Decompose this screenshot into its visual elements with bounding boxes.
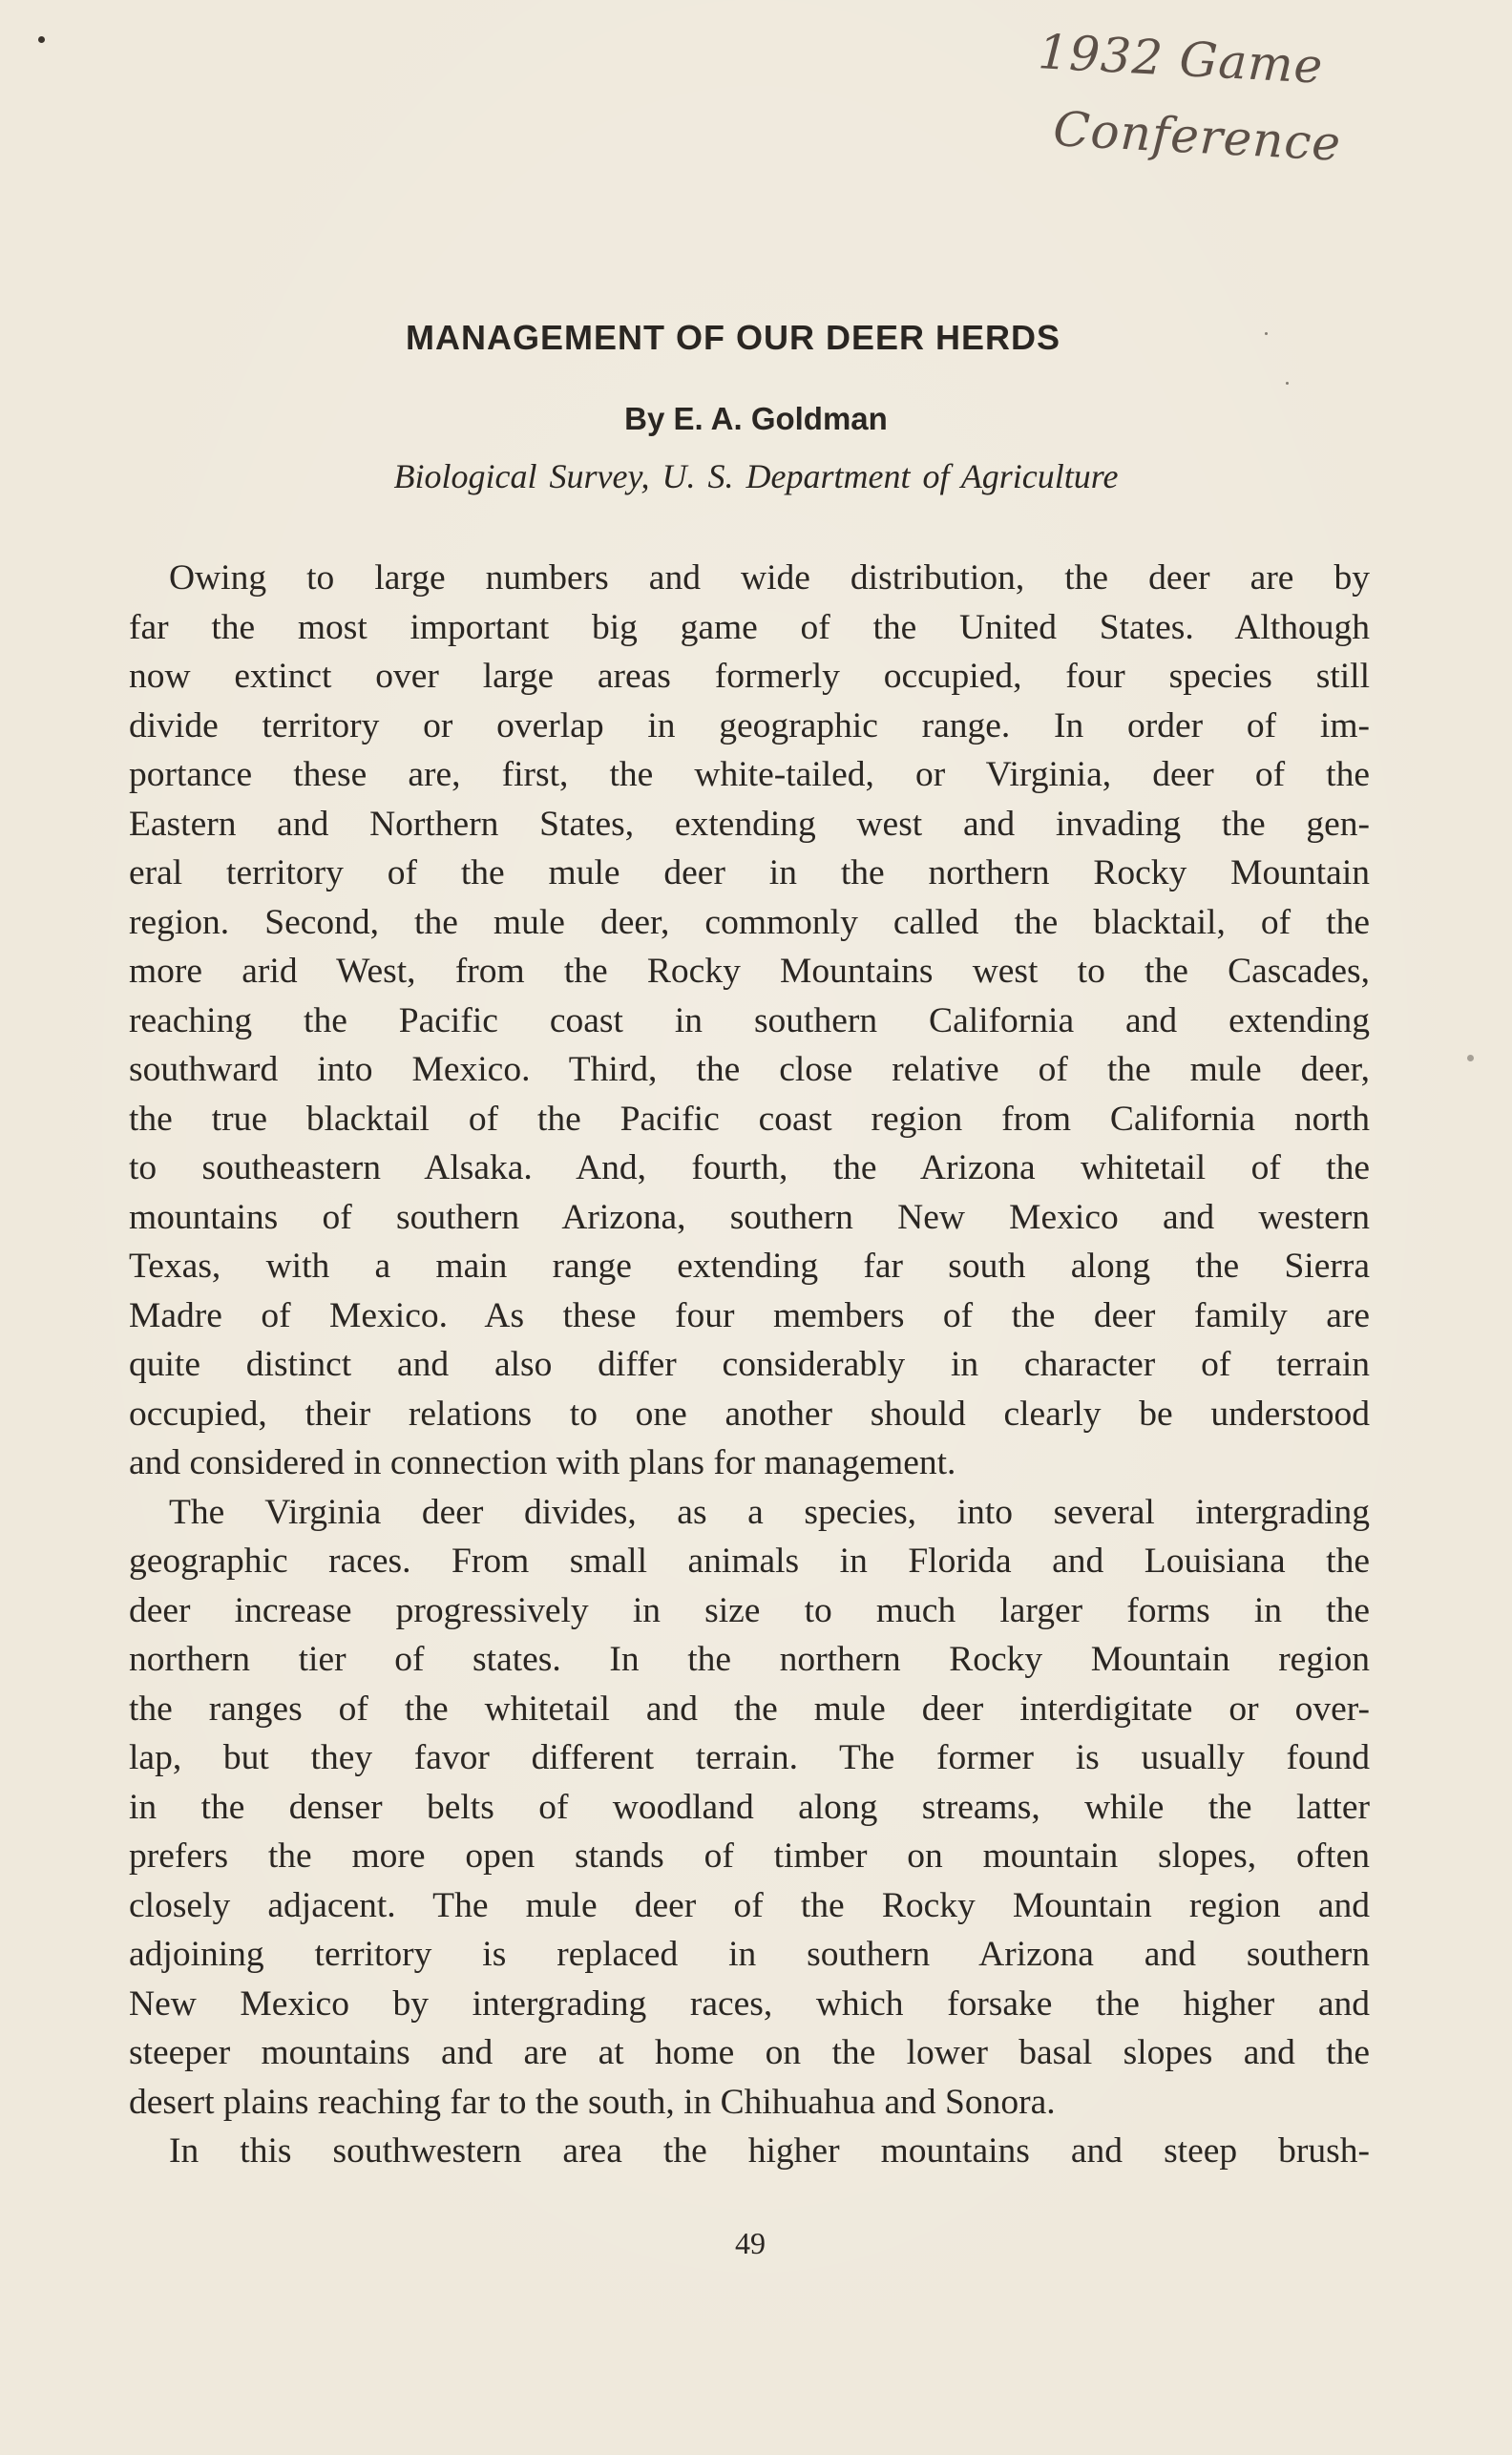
- body-line: the true blacktail of the Pacific coast region from California north: [129, 1099, 1370, 1139]
- body-line: to southeastern Alsaka. And, fourth, the Arizona whitetail of the: [129, 1148, 1370, 1187]
- page-number: 49: [735, 2226, 766, 2260]
- body-line: northern tier of states. In the northern Rocky Mountain region: [129, 1640, 1370, 1679]
- scan-speck: [1286, 382, 1289, 385]
- body-line: The Virginia deer divides, as a species, into several intergrading: [169, 1492, 1370, 1532]
- body-line: Texas, with a main range extending far south along the Sierra: [129, 1247, 1370, 1286]
- body-line: desert plains reaching far to the south, in Chihuahua and Sonora.: [129, 2082, 1056, 2122]
- handwritten-annotation: [1032, 24, 1401, 186]
- body-line: quite distinct and also differ considerably in character of terrain: [129, 1345, 1370, 1384]
- body-line: occupied, their relations to one another should clearly be understood: [129, 1394, 1370, 1434]
- scan-speck: [38, 36, 45, 43]
- body-line: far the most important big game of the United States. Although: [129, 607, 1370, 647]
- body-line: mountains of southern Arizona, southern New Mexico and western: [129, 1197, 1370, 1237]
- body-line: lap, but they favor different terrain. The former is usually found: [129, 1738, 1370, 1777]
- body-line: portance these are, first, the white-tailed, or Virginia, deer of the: [129, 755, 1370, 794]
- body-line: now extinct over large areas formerly occupied, four species still: [129, 657, 1370, 696]
- body-line: southward into Mexico. Third, the close relative of the mule deer,: [129, 1050, 1370, 1089]
- article-body: [129, 554, 1370, 2176]
- body-line: prefers the more open stands of timber on mountain slopes, often: [129, 1836, 1370, 1876]
- body-line: region. Second, the mule deer, commonly called the blacktail, of the: [129, 902, 1370, 942]
- author-byline: By E. A. Goldman: [624, 401, 888, 436]
- body-line: Eastern and Northern States, extending west and invading the gen-: [129, 804, 1370, 844]
- body-line: reaching the Pacific coast in southern California and extending: [129, 1000, 1370, 1040]
- body-line: eral territory of the mule deer in the northern Rocky Mountain: [129, 853, 1370, 892]
- body-line: Owing to large numbers and wide distribution, the deer are by: [169, 558, 1370, 598]
- author-affiliation: Biological Survey, U. S. Department of Agriculture: [393, 457, 1119, 495]
- handwritten-line-1: 1932 Game: [1037, 24, 1325, 94]
- body-line: geographic races. From small animals in Florida and Louisiana the: [129, 1542, 1370, 1581]
- article-title: MANAGEMENT OF OUR DEER HERDS: [405, 318, 1061, 357]
- body-line: in the denser belts of woodland along streams, while the latter: [129, 1787, 1370, 1827]
- scan-speck: [1467, 1055, 1474, 1061]
- handwritten-line-2: Conference: [1051, 101, 1343, 172]
- body-line: adjoining territory is replaced in southern Arizona and southern: [129, 1935, 1370, 1974]
- body-line: In this southwestern area the higher mountains and steep brush-: [169, 2131, 1370, 2171]
- body-line: steeper mountains and are at home on the lower basal slopes and the: [129, 2033, 1370, 2072]
- body-line: more arid West, from the Rocky Mountains west to the Cascades,: [129, 952, 1370, 991]
- article-title-container: [0, 318, 1512, 358]
- body-line: and considered in connection with plans for management.: [129, 1443, 956, 1482]
- body-line: the ranges of the whitetail and the mule deer interdigitate or over-: [129, 1689, 1370, 1729]
- body-line: Madre of Mexico. As these four members of the deer family are: [129, 1295, 1370, 1335]
- page-number-container: [0, 2226, 1512, 2261]
- body-line: New Mexico by intergrading races, which forsake the higher and: [129, 1983, 1370, 2024]
- body-line: closely adjacent. The mule deer of the Rocky Mountain region and: [129, 1885, 1370, 1925]
- body-line: divide territory or overlap in geographic range. In order of im-: [129, 705, 1370, 745]
- body-line: deer increase progressively in size to much larger forms in the: [129, 1590, 1370, 1630]
